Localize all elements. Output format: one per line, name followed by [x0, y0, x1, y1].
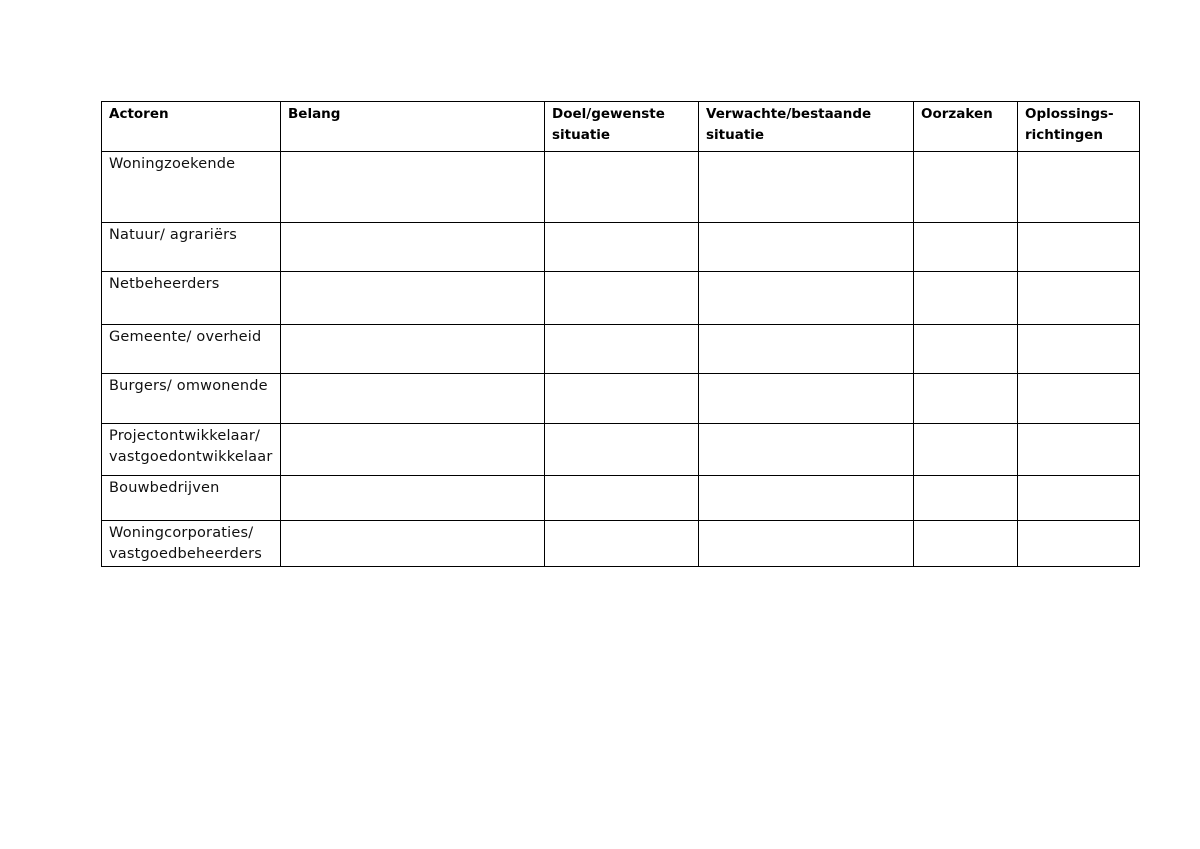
oorzaken-cell — [914, 152, 1018, 223]
belang-cell — [281, 152, 545, 223]
actor-cell: Gemeente/ overheid — [102, 325, 281, 374]
header-belang: Belang — [281, 102, 545, 152]
oplossingen-cell — [1018, 272, 1140, 325]
header-row — [102, 102, 1140, 152]
oorzaken-cell — [914, 424, 1018, 476]
oplossingen-cell — [1018, 424, 1140, 476]
doel-cell — [545, 272, 699, 325]
verwachte-cell — [699, 152, 914, 223]
doel-cell — [545, 374, 699, 424]
oorzaken-cell — [914, 325, 1018, 374]
table-row — [102, 223, 1140, 272]
verwachte-cell — [699, 424, 914, 476]
belang-cell — [281, 374, 545, 424]
oorzaken-cell — [914, 374, 1018, 424]
header-doel-gewenste-situatie: Doel/gewenste situatie — [545, 102, 699, 152]
doel-cell — [545, 476, 699, 521]
actor-cell: Natuur/ agrariërs — [102, 223, 281, 272]
table-row — [102, 424, 1140, 476]
actor-cell: Projectontwikkelaar/ vastgoedontwikkelaar — [102, 424, 281, 476]
table-row — [102, 476, 1140, 521]
doel-cell — [545, 325, 699, 374]
table-row — [102, 521, 1140, 567]
oorzaken-cell — [914, 272, 1018, 325]
table-row — [102, 374, 1140, 424]
verwachte-cell — [699, 325, 914, 374]
oorzaken-cell — [914, 223, 1018, 272]
belang-cell — [281, 521, 545, 567]
verwachte-cell — [699, 272, 914, 325]
table-row — [102, 272, 1140, 325]
doel-cell — [545, 521, 699, 567]
belang-cell — [281, 476, 545, 521]
actor-cell: Netbeheerders — [102, 272, 281, 325]
verwachte-cell — [699, 521, 914, 567]
belang-cell — [281, 223, 545, 272]
belang-cell — [281, 325, 545, 374]
oplossingen-cell — [1018, 152, 1140, 223]
doel-cell — [545, 152, 699, 223]
oorzaken-cell — [914, 476, 1018, 521]
table-row — [102, 325, 1140, 374]
header-verwachte-bestaande-situatie: Verwachte/bestaande situatie — [699, 102, 914, 152]
oplossingen-cell — [1018, 325, 1140, 374]
oplossingen-cell — [1018, 476, 1140, 521]
oorzaken-cell — [914, 521, 1018, 567]
actor-cell: Woningzoekende — [102, 152, 281, 223]
actor-cell: Woningcorporaties/ vastgoedbeheerders — [102, 521, 281, 567]
table-row — [102, 152, 1140, 223]
actor-cell: Burgers/ omwonende — [102, 374, 281, 424]
oplossingen-cell — [1018, 521, 1140, 567]
header-oorzaken: Oorzaken — [914, 102, 1018, 152]
actor-cell: Bouwbedrijven — [102, 476, 281, 521]
oplossingen-cell — [1018, 374, 1140, 424]
verwachte-cell — [699, 374, 914, 424]
belang-cell — [281, 272, 545, 325]
belang-cell — [281, 424, 545, 476]
oplossingen-cell — [1018, 223, 1140, 272]
actor-analysis-table — [101, 101, 1140, 567]
doel-cell — [545, 424, 699, 476]
header-oplossingsrichtingen: Oplossings-richtingen — [1018, 102, 1140, 152]
doel-cell — [545, 223, 699, 272]
verwachte-cell — [699, 476, 914, 521]
header-actoren: Actoren — [102, 102, 281, 152]
verwachte-cell — [699, 223, 914, 272]
